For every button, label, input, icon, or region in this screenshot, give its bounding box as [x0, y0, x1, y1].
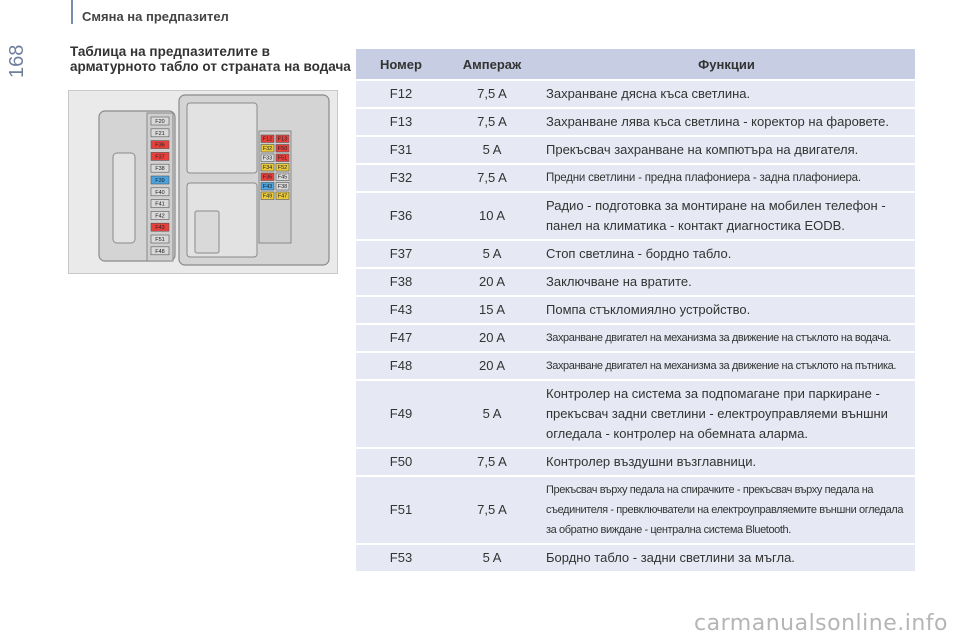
fuse-function: Заключване на вратите.	[538, 269, 915, 295]
table-row	[356, 353, 915, 379]
fuse-amperage: 5 A	[446, 381, 538, 447]
fuse-function: Помпа стъкломиялно устройство.	[538, 297, 915, 323]
fuse-function: Захранване лява къса светлина - коректор на фаровете.	[538, 109, 915, 135]
header-number: Номер	[356, 49, 446, 79]
fuse-number: F43	[356, 297, 446, 323]
table-header-row	[356, 49, 915, 79]
header-accent-bar	[71, 0, 73, 24]
fuse-number: F36	[356, 193, 446, 239]
fuse-amperage: 20 A	[446, 353, 538, 379]
table-row	[356, 545, 915, 571]
fuse-amperage: 5 A	[446, 137, 538, 163]
fuse-amperage: 20 A	[446, 269, 538, 295]
fuse-function: Захранване двигател на механизма за движение на стъклото на водача.	[538, 325, 915, 351]
fuse-number: F50	[356, 449, 446, 475]
fuse-function: Стоп светлина - бордно табло.	[538, 241, 915, 267]
right-panel-box-top	[187, 103, 257, 173]
fuse-number: F53	[356, 545, 446, 571]
right-fuse-a-label: F49	[262, 193, 273, 200]
fuse-number: F12	[356, 81, 446, 107]
right-panel-relay	[195, 211, 219, 253]
fuse-function: Захранване дясна къса светлина.	[538, 81, 915, 107]
header-functions: Функции	[538, 49, 915, 79]
fuse-function: Захранване двигател на механизма за движение на стъклото на пътника.	[538, 353, 915, 379]
table-row	[356, 325, 915, 351]
right-fuse-b-label: F38	[277, 184, 288, 190]
fuse-number: F48	[356, 353, 446, 379]
fuse-number: F32	[356, 165, 446, 191]
left-fuse-label: F42	[155, 213, 165, 220]
fuse-amperage: 5 A	[446, 241, 538, 267]
left-fuse-label: F38	[155, 166, 165, 173]
left-fuse-label: F20	[155, 119, 165, 125]
right-fuse-b-label: F52	[277, 165, 288, 171]
fuse-amperage: 7,5 A	[446, 449, 538, 475]
fuse-box-diagram	[68, 90, 338, 274]
left-fuse-label: F37	[155, 154, 165, 161]
fuse-amperage: 7,5 A	[446, 81, 538, 107]
fuse-function: Прекъсвач захранване на компютъра на двигателя.	[538, 137, 915, 163]
table-row	[356, 193, 915, 239]
fuse-number: F51	[356, 477, 446, 543]
fuse-function: Контролер на система за подпомагане при паркиране - прекъсвач задни светлини - електроуправляеми външни огледала - контролер на обемната аларма.	[538, 381, 915, 447]
fuse-amperage: 7,5 A	[446, 477, 538, 543]
fuse-function: Бордно табло - задни светлини за мъгла.	[538, 545, 915, 571]
left-fuse-label: F39	[155, 178, 165, 184]
right-fuse-a-label: F12	[262, 136, 273, 143]
left-fuse-label: F48	[155, 248, 165, 255]
fuse-amperage: 5 A	[446, 545, 538, 571]
table-row	[356, 81, 915, 107]
fuse-number: F38	[356, 269, 446, 295]
section-title: Таблица на предпазителите в арматурното табло от страната на водача	[70, 44, 351, 74]
right-fuse-b-label: F51	[277, 155, 288, 162]
right-fuse-b-label: F50	[277, 146, 288, 152]
fuse-number: F49	[356, 381, 446, 447]
right-fuse-a-label: F32	[262, 146, 273, 152]
table-row	[356, 381, 915, 447]
right-fuse-b-label: F47	[277, 193, 288, 200]
left-fuse-label: F40	[155, 189, 165, 196]
page-number: 168	[6, 44, 28, 78]
fuse-function: Предни светлини - предна плафониера - задна плафониера.	[538, 165, 915, 191]
left-fuse-label: F41	[155, 201, 165, 208]
left-panel-slot	[113, 153, 135, 243]
fuse-amperage: 15 A	[446, 297, 538, 323]
right-fuse-a-label: F36	[262, 174, 273, 181]
left-fuse-label: F36	[155, 142, 165, 149]
table-row	[356, 477, 915, 543]
table-row	[356, 297, 915, 323]
right-fuse-a-label: F33	[262, 155, 273, 162]
fuse-amperage: 10 A	[446, 193, 538, 239]
left-fuse-label: F43	[155, 225, 165, 232]
fuse-box-illustration	[69, 91, 337, 273]
fuse-number: F47	[356, 325, 446, 351]
fuse-function: Радио - подготовка за монтиране на мобилен телефон - панел на климатика - контакт диагностика EODB.	[538, 193, 915, 239]
table-row	[356, 109, 915, 135]
right-fuse-b-label: F13	[277, 136, 288, 143]
left-fuse-label: F21	[155, 130, 165, 137]
table-row	[356, 137, 915, 163]
fuse-function: Контролер въздушни възглавници.	[538, 449, 915, 475]
table-row	[356, 449, 915, 475]
right-fuse-a-label: F43	[262, 184, 273, 190]
watermark: carmanualsonline.info	[694, 611, 948, 636]
right-fuse-b-label: F45	[277, 174, 288, 181]
table-row	[356, 241, 915, 267]
fuse-amperage: 7,5 A	[446, 109, 538, 135]
table-row	[356, 269, 915, 295]
fuse-number: F13	[356, 109, 446, 135]
right-fuse-a-label: F34	[262, 165, 273, 171]
fuse-table	[356, 47, 915, 573]
fuse-function: Прекъсвач върху педала на спирачките - прекъсвач върху педала на съединителя - превключватели на електроуправляемите външни огледала за обратно виждане - централна система Bluetooth.	[538, 477, 915, 543]
fuse-number: F31	[356, 137, 446, 163]
left-fuse-label: F51	[155, 237, 165, 243]
fuse-amperage: 7,5 A	[446, 165, 538, 191]
header-amperage: Ампераж	[446, 49, 538, 79]
fuse-number: F37	[356, 241, 446, 267]
fuse-amperage: 20 A	[446, 325, 538, 351]
page-header: Смяна на предпазител	[82, 9, 229, 24]
table-row	[356, 165, 915, 191]
